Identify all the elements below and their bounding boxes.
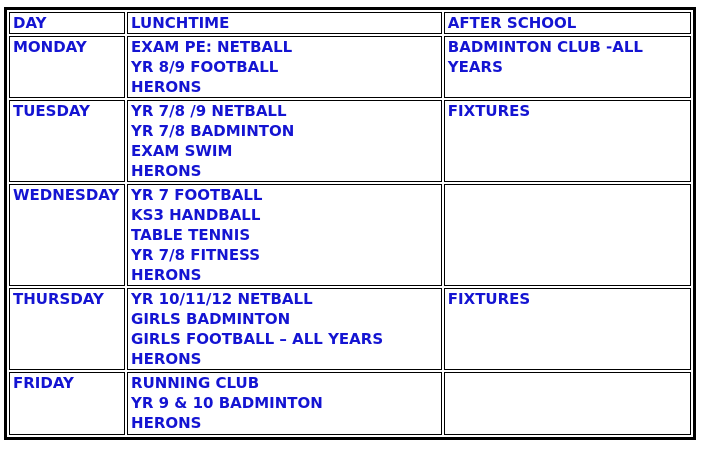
activity-item: HERONS (131, 266, 202, 284)
activity-item: RUNNING CLUB (131, 374, 260, 392)
activity-item: HERONS (131, 350, 202, 368)
after-school-cell (444, 184, 691, 286)
activity-item: FIXTURES (447, 102, 531, 120)
day-cell: MONDAY (9, 36, 125, 98)
day-cell: TUESDAY (9, 100, 125, 182)
table-row-friday (9, 372, 691, 435)
lunchtime-cell (127, 288, 442, 370)
day-cell: THURSDAY (9, 288, 125, 370)
activity-item: GIRLS BADMINTON (131, 310, 291, 328)
activity-item: BADMINTON CLUB -ALL (447, 38, 643, 56)
day-cell: FRIDAY (9, 372, 125, 435)
activity-item: FIXTURES (447, 290, 531, 308)
header-day: DAY (9, 12, 125, 34)
activity-item: YR 9 & 10 BADMINTON (131, 394, 323, 412)
lunchtime-cell (127, 36, 442, 98)
header-lunchtime: LUNCHTIME (127, 12, 442, 34)
after-school-cell (444, 288, 691, 370)
after-school-cell (444, 372, 691, 435)
header-after-school: AFTER SCHOOL (444, 12, 691, 34)
activity-item: YR 7 FOOTBALL (131, 186, 263, 204)
activity-item: HERONS (131, 162, 202, 180)
activity-item: GIRLS FOOTBALL – ALL YEARS (131, 330, 384, 348)
header-row (9, 12, 691, 34)
after-school-cell (444, 36, 691, 98)
activity-item: YR 7/8 /9 NETBALL (131, 102, 287, 120)
activity-item: YR 8/9 FOOTBALL (131, 58, 279, 76)
activity-item: EXAM SWIM (131, 142, 233, 160)
day-cell: WEDNESDAY (9, 184, 125, 286)
lunchtime-cell (127, 100, 442, 182)
lunchtime-cell (127, 372, 442, 435)
activity-item: YR 7/8 BADMINTON (131, 122, 295, 140)
activity-item: TABLE TENNIS (131, 226, 251, 244)
table-row-wednesday (9, 184, 691, 286)
activity-item: EXAM PE: NETBALL (131, 38, 293, 56)
after-school-cell (444, 100, 691, 182)
activity-item: YEARS (447, 58, 503, 76)
activity-item: YR 7/8 FITNESS (131, 246, 261, 264)
table-row-tuesday (9, 100, 691, 182)
table-row-monday (9, 36, 691, 98)
activities-timetable (4, 7, 696, 440)
activity-item: YR 10/11/12 NETBALL (131, 290, 313, 308)
activity-item: HERONS (131, 78, 202, 96)
lunchtime-cell (127, 184, 442, 286)
activity-item: KS3 HANDBALL (131, 206, 261, 224)
table-row-thursday (9, 288, 691, 370)
activity-item: HERONS (131, 414, 202, 432)
